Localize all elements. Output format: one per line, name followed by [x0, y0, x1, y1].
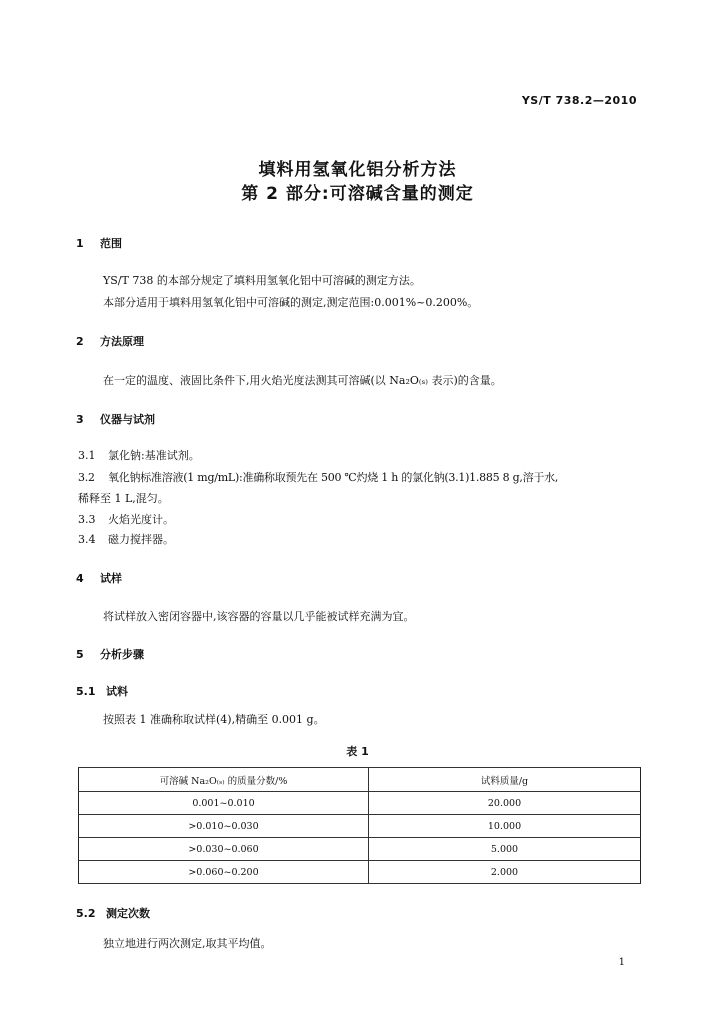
section-number: 5.2	[76, 907, 96, 920]
section-1-paragraph-1: YS/T 738 的本部分规定了填料用氢氧化铝中可溶碱的测定方法。	[103, 274, 421, 287]
subsection-5-1-heading	[76, 683, 128, 699]
document-subtitle: 第 2 部分:可溶碱含量的测定	[241, 184, 474, 204]
item-number: 3.2	[78, 471, 95, 484]
section-title: 分析步骤	[100, 648, 144, 661]
table-row	[79, 792, 641, 815]
item-text: 氯化钠:基准试剂。	[108, 449, 200, 462]
table-cell: 0.001~0.010	[79, 792, 369, 815]
item-number: 3.4	[78, 533, 96, 546]
table-header-row	[79, 768, 641, 792]
section-1-paragraph-2: 本部分适用于填料用氢氧化铝中可溶碱的测定,测定范围:0.001%~0.200%。	[103, 296, 479, 309]
section-title: 方法原理	[100, 335, 144, 348]
table-1-caption: 表 1	[346, 745, 369, 758]
section-2-heading	[76, 333, 144, 349]
section-title: 测定次数	[106, 907, 150, 920]
section-number: 1	[76, 237, 84, 250]
section-1-heading	[76, 235, 122, 251]
table-row	[79, 838, 641, 861]
item-3-1	[78, 447, 200, 463]
table-row	[79, 861, 641, 884]
document-title: 填料用氢氧化铝分析方法	[258, 160, 457, 180]
section-number: 4	[76, 572, 84, 585]
section-4-heading	[76, 570, 122, 586]
item-3-4	[78, 531, 174, 547]
subsection-5-2-heading	[76, 905, 150, 921]
table-cell: >0.010~0.030	[79, 815, 369, 838]
item-3-2-continuation: 稀释至 1 L,混匀。	[78, 492, 169, 505]
section-number: 5.1	[76, 685, 96, 698]
section-title: 试料	[106, 685, 128, 698]
item-number: 3.3	[78, 513, 96, 526]
table-row	[79, 815, 641, 838]
item-text: 磁力搅拌器。	[108, 533, 174, 546]
table-cell: 5.000	[369, 838, 641, 861]
subsection-5-2-paragraph: 独立地进行两次测定,取其平均值。	[103, 937, 272, 950]
item-3-3	[78, 511, 174, 527]
standard-number: YS/T 738.2—2010	[521, 94, 637, 107]
section-title: 仪器与试剂	[100, 413, 155, 426]
item-number: 3.1	[78, 449, 96, 462]
table-cell: >0.060~0.200	[79, 861, 369, 884]
section-number: 5	[76, 648, 84, 661]
table-header-cell: 可溶碱 Na₂O₍ₛ₎ 的质量分数/%	[79, 768, 369, 792]
table-cell: 20.000	[369, 792, 641, 815]
section-5-heading	[76, 646, 144, 662]
subsection-5-1-paragraph: 按照表 1 准确称取试样(4),精确至 0.001 g。	[103, 713, 325, 726]
table-header-cell: 试料质量/g	[369, 768, 641, 792]
item-text: 火焰光度计。	[108, 513, 174, 526]
section-title: 范围	[100, 237, 122, 250]
section-title: 试样	[100, 572, 122, 585]
table-cell: >0.030~0.060	[79, 838, 369, 861]
section-2-paragraph-1: 在一定的温度、液固比条件下,用火焰光度法测其可溶碱(以 Na₂O₍ₛ₎ 表示)的含量。	[103, 374, 502, 387]
table-cell: 10.000	[369, 815, 641, 838]
page-number: 1	[618, 957, 625, 968]
table-1	[78, 767, 641, 884]
section-3-heading	[76, 411, 155, 427]
table-cell: 2.000	[369, 861, 641, 884]
item-3-2	[78, 469, 558, 485]
item-text: 氧化钠标准溶液(1 mg/mL):准确称取预先在 500 ℃灼烧 1 h 的氯化钠(3.1)1.885 8 g,溶于水,	[108, 471, 559, 484]
section-number: 3	[76, 413, 84, 426]
section-number: 2	[76, 335, 84, 348]
section-4-paragraph-1: 将试样放入密闭容器中,该容器的容量以几乎能被试样充满为宜。	[103, 610, 415, 623]
